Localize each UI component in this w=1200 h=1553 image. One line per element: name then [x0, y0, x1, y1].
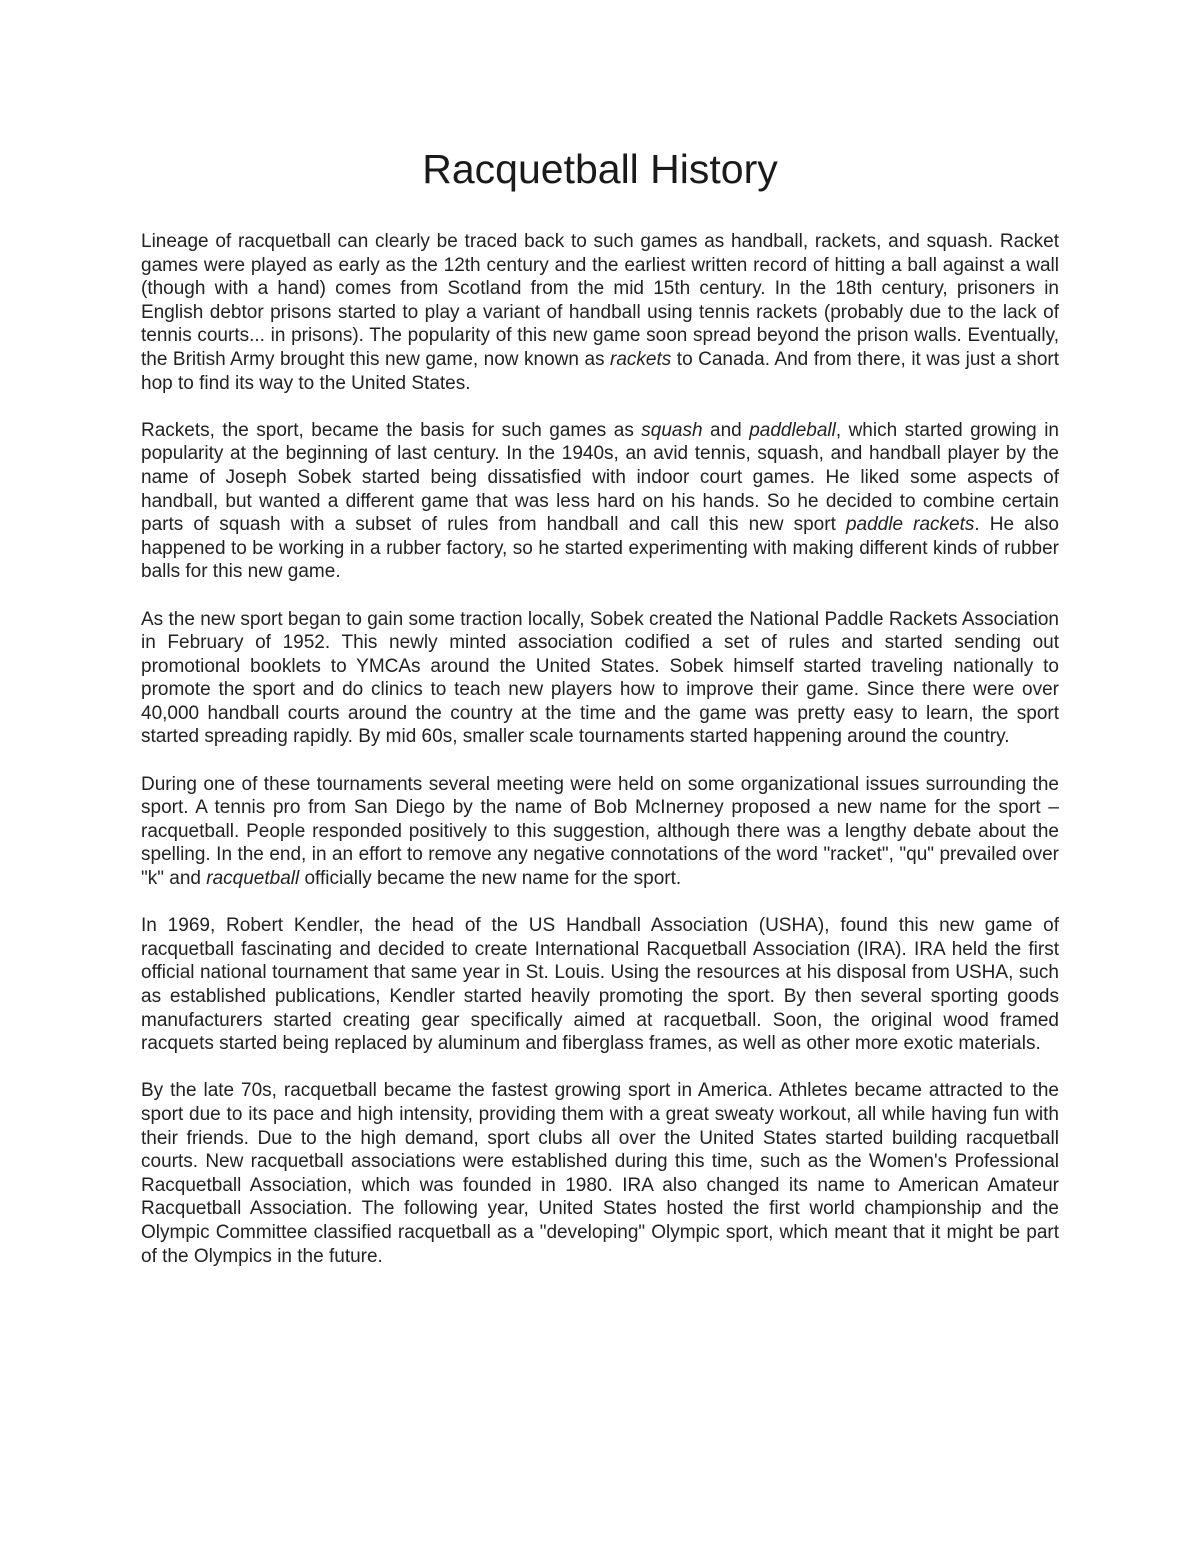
paragraph-1	[141, 230, 1059, 395]
text-run: , which started growing in popularity at the beginning of last century. In the 1940s, an avid tennis, squash, and handball player by the name of Joseph Sobek started being dissatisfied with indoor court games. He liked some aspects of handball, but wanted a different game that was less hard on his hands. So he decided to combine certain parts of squash with a subset of rules from handball and call this new sport	[141, 419, 1059, 536]
document-body	[141, 230, 1059, 1292]
document-title: Racquetball History	[422, 146, 778, 192]
text-run: By the late 70s, racquetball became the fastest growing sport in America. Athletes became attracted to the sport due to its pace and high intensity, providing them with a great sweaty workout, all while having fun with their friends. Due to the high demand, sport clubs all over the United States started building racquetball courts. New racquetball associations were established during this time, such as the Women's Professional Racquetball Association, which was founded in 1980. IRA also changed its name to American Amateur Racquetball Association. The following year, United States hosted the first world championship and the Olympic Committee classified racquetball as a "developing" Olympic sport, which meant that it might be part of the Olympics in the future.	[141, 1080, 1059, 1267]
text-run: to Canada. And from there, it was just a short hop to find its way to the United States.	[141, 348, 1059, 394]
paragraph-5	[141, 914, 1059, 1056]
paragraph-2	[141, 419, 1059, 584]
paragraph-4	[141, 773, 1059, 891]
paragraph-6	[141, 1079, 1059, 1268]
text-run: Rackets, the sport, became the basis for such games as	[141, 419, 642, 441]
italic-term: paddle rackets	[845, 514, 975, 536]
text-run: During one of these tournaments several meeting were held on some organizational issues surrounding the sport. A tennis pro from San Diego by the name of Bob McInerney proposed a new name for the sport – racquetball. People responded positively to this suggestion, although there was a lengthy debate about the spelling. In the end, in an effort to remove any negative connotations of the word "racket", "qu" prevailed over "k" and	[141, 773, 1059, 890]
text-run: As the new sport began to gain some traction locally, Sobek created the National Paddle Rackets Association in February of 1952. This newly minted association codified a set of rules and started sending out promotional booklets to YMCAs around the United States. Sobek himself started traveling nationally to promote the sport and do clinics to teach new players how to improve their game. Since there were over 40,000 handball courts around the country at the time and the game was pretty easy to learn, the sport started spreading rapidly. By mid 60s, smaller scale tournaments started happening around the country.	[141, 608, 1059, 748]
text-run: . He also happened to be working in a rubber factory, so he started experimenting with making different kinds of rubber balls for this new game.	[141, 514, 1060, 583]
italic-term: rackets	[610, 348, 672, 370]
text-run: officially became the new name for the sport.	[299, 868, 682, 890]
italic-term: racquetball	[206, 868, 300, 890]
paragraph-3	[141, 608, 1059, 750]
text-run: Lineage of racquetball can clearly be traced back to such games as handball, rackets, and squash. Racket games were played as early as the 12th century and the earliest written record of hitting a ball against a wall (though with a hand) comes from Scotland from the mid 15th century. In the 18th century, prisoners in English debtor prisons started to play a variant of handball using tennis rackets (probably due to the lack of tennis courts... in prisons). The popularity of this new game soon spread beyond the prison walls. Eventually, the British Army brought this new game, now known as	[141, 231, 1059, 370]
text-run: In 1969, Robert Kendler, the head of the US Handball Association (USHA), found this new game of racquetball fascinating and decided to create International Racquetball Association (IRA). IRA held the first official national tournament that same year in St. Louis. Using the resources at his disposal from USHA, such as established publications, Kendler started heavily promoting the sport. By then several sporting goods manufacturers started creating gear specifically aimed at racquetball. Soon, the original wood framed racquets started being replaced by aluminum and fiberglass frames, as well as other more exotic materials.	[141, 915, 1059, 1055]
italic-term: paddleball	[749, 419, 836, 441]
italic-term: squash	[641, 419, 703, 441]
text-run: and	[702, 419, 750, 441]
